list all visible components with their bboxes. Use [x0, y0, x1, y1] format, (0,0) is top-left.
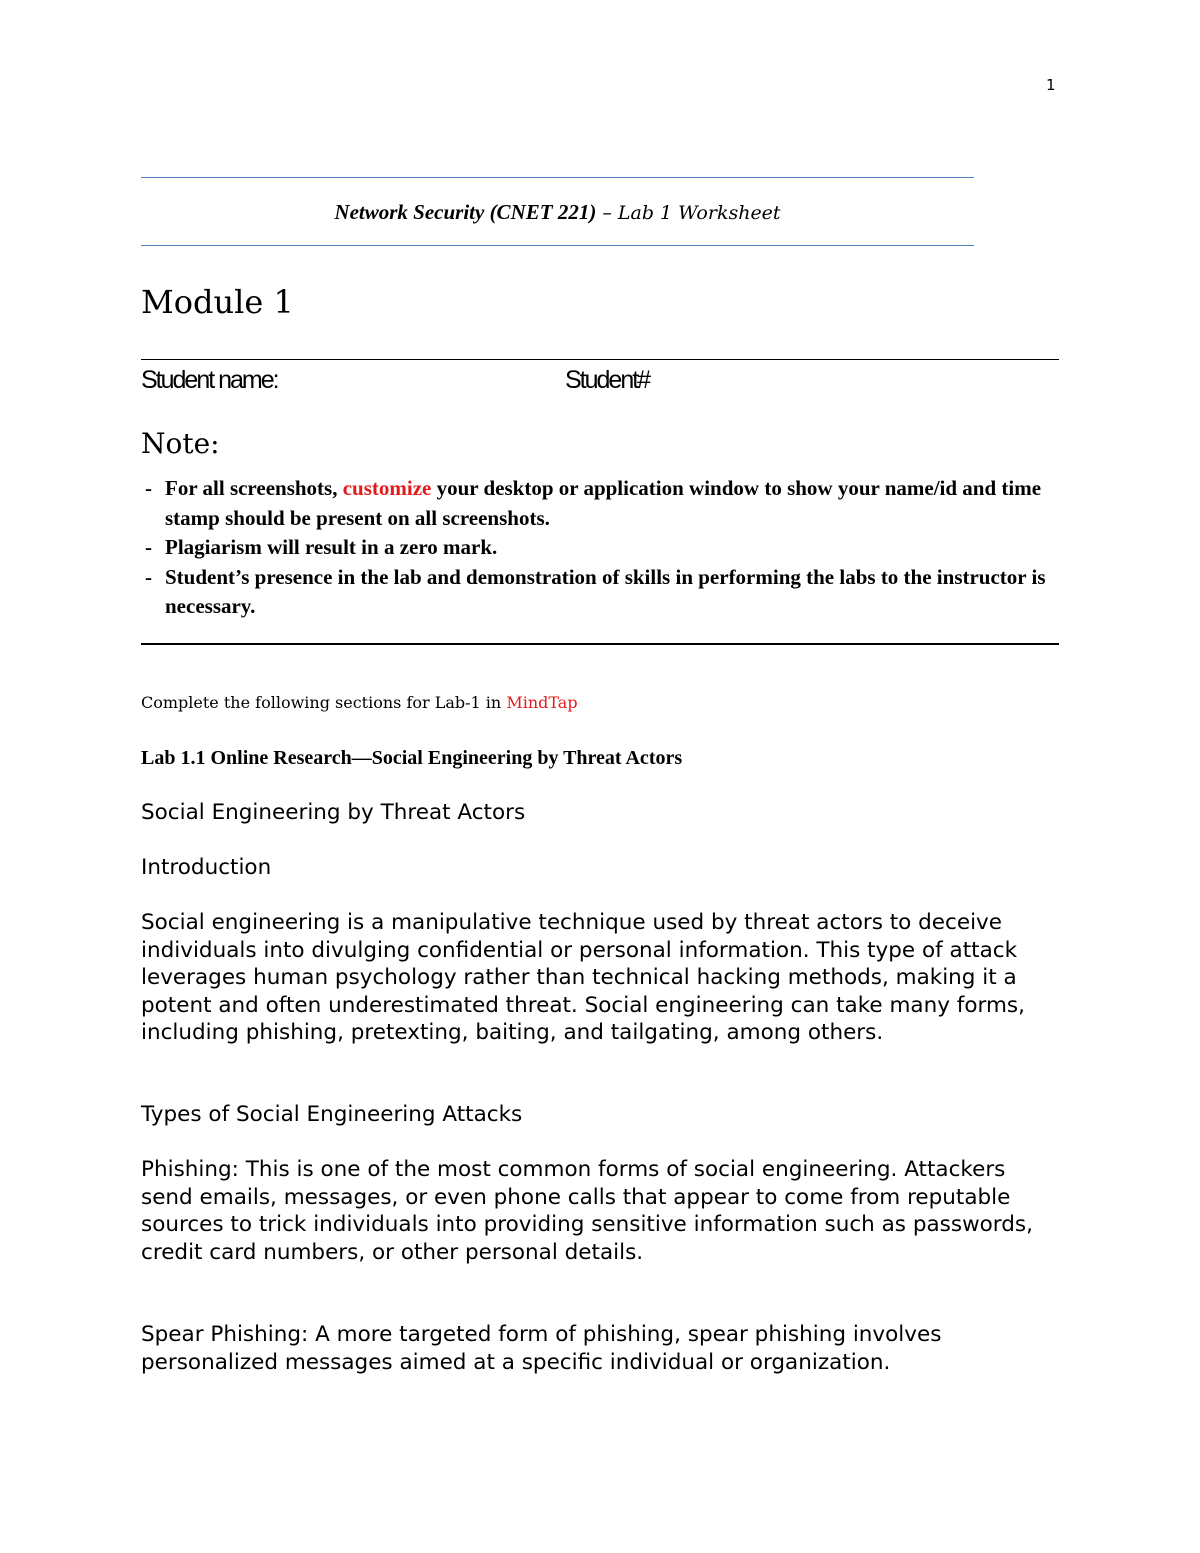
- note-dash: -: [145, 564, 152, 589]
- instructions: [141, 693, 578, 712]
- note-highlight: customize: [342, 476, 432, 500]
- note-text: For all screenshots,: [165, 476, 343, 500]
- intro-paragraph-text: Social engineering is a manipulative technique used by threat actors to deceive individuals into divulging confidential or personal information. This type of attack leverages human psychology rather than technical hacking methods, making it a potent and often underestimated threat. Social engineering can take many forms, including phishing, pretexting, baiting, and tailgating, among others.: [141, 910, 1025, 1045]
- section-heading-text: Social Engineering by Threat Actors: [141, 800, 526, 825]
- note-dash: -: [145, 535, 152, 559]
- student-number-label: Student#: [565, 366, 650, 394]
- mindtap-link-text: MindTap: [506, 693, 578, 712]
- note-heading: Note:: [141, 427, 220, 460]
- instructions-text: Complete the following sections for Lab-1 in: [141, 693, 507, 712]
- note-text: Plagiarism will result in a zero mark.: [165, 535, 498, 559]
- note-list: [145, 474, 1050, 622]
- student-info-top-rule: [141, 359, 1059, 360]
- spear-phishing-paragraph: [141, 1321, 1061, 1376]
- types-heading: [141, 1101, 1061, 1129]
- header-separator: –: [596, 202, 618, 224]
- note-text: your desktop or application window to show your name/id and time stamp should be present on all screenshots.: [165, 476, 1042, 530]
- lab-title: Lab 1.1 Online Research—Social Engineering by Threat Actors: [141, 747, 683, 769]
- worksheet-title: Lab 1 Worksheet: [617, 202, 781, 224]
- spear-phishing-paragraph-text: Spear Phishing: A more targeted form of phishing, spear phishing involves personalized messages aimed at a specific individual or organization.: [141, 1322, 942, 1375]
- page-number: 1: [1046, 76, 1056, 94]
- intro-paragraph: [141, 909, 1061, 1047]
- phishing-paragraph: [141, 1156, 1061, 1266]
- note-item: [145, 563, 1050, 622]
- header-title: [141, 200, 974, 225]
- phishing-paragraph-text: Phishing: This is one of the most common forms of social engineering. Attackers send emails, messages, or even phone calls that appear to come from reputable sources to trick individuals into providing sensitive information such as passwords, credit card numbers, or other personal details.: [141, 1157, 1033, 1265]
- header-bottom-rule: [141, 245, 974, 246]
- note-text: Student’s presence in the lab and demonstration of skills in performing the labs to the instructor is necessary.: [165, 564, 1046, 618]
- note-item: [145, 533, 1050, 563]
- student-name-label: Student name:: [141, 366, 278, 394]
- intro-heading: [141, 854, 1061, 882]
- note-bottom-rule: [141, 643, 1059, 645]
- module-heading: Module 1: [141, 283, 294, 321]
- types-heading-text: Types of Social Engineering Attacks: [141, 1102, 523, 1127]
- note-item: [145, 474, 1050, 533]
- note-dash: -: [145, 476, 152, 500]
- header-top-rule: [141, 177, 974, 178]
- section-heading: [141, 799, 1061, 827]
- intro-heading-text: Introduction: [141, 855, 272, 880]
- course-title: Network Security (CNET 221): [334, 200, 597, 224]
